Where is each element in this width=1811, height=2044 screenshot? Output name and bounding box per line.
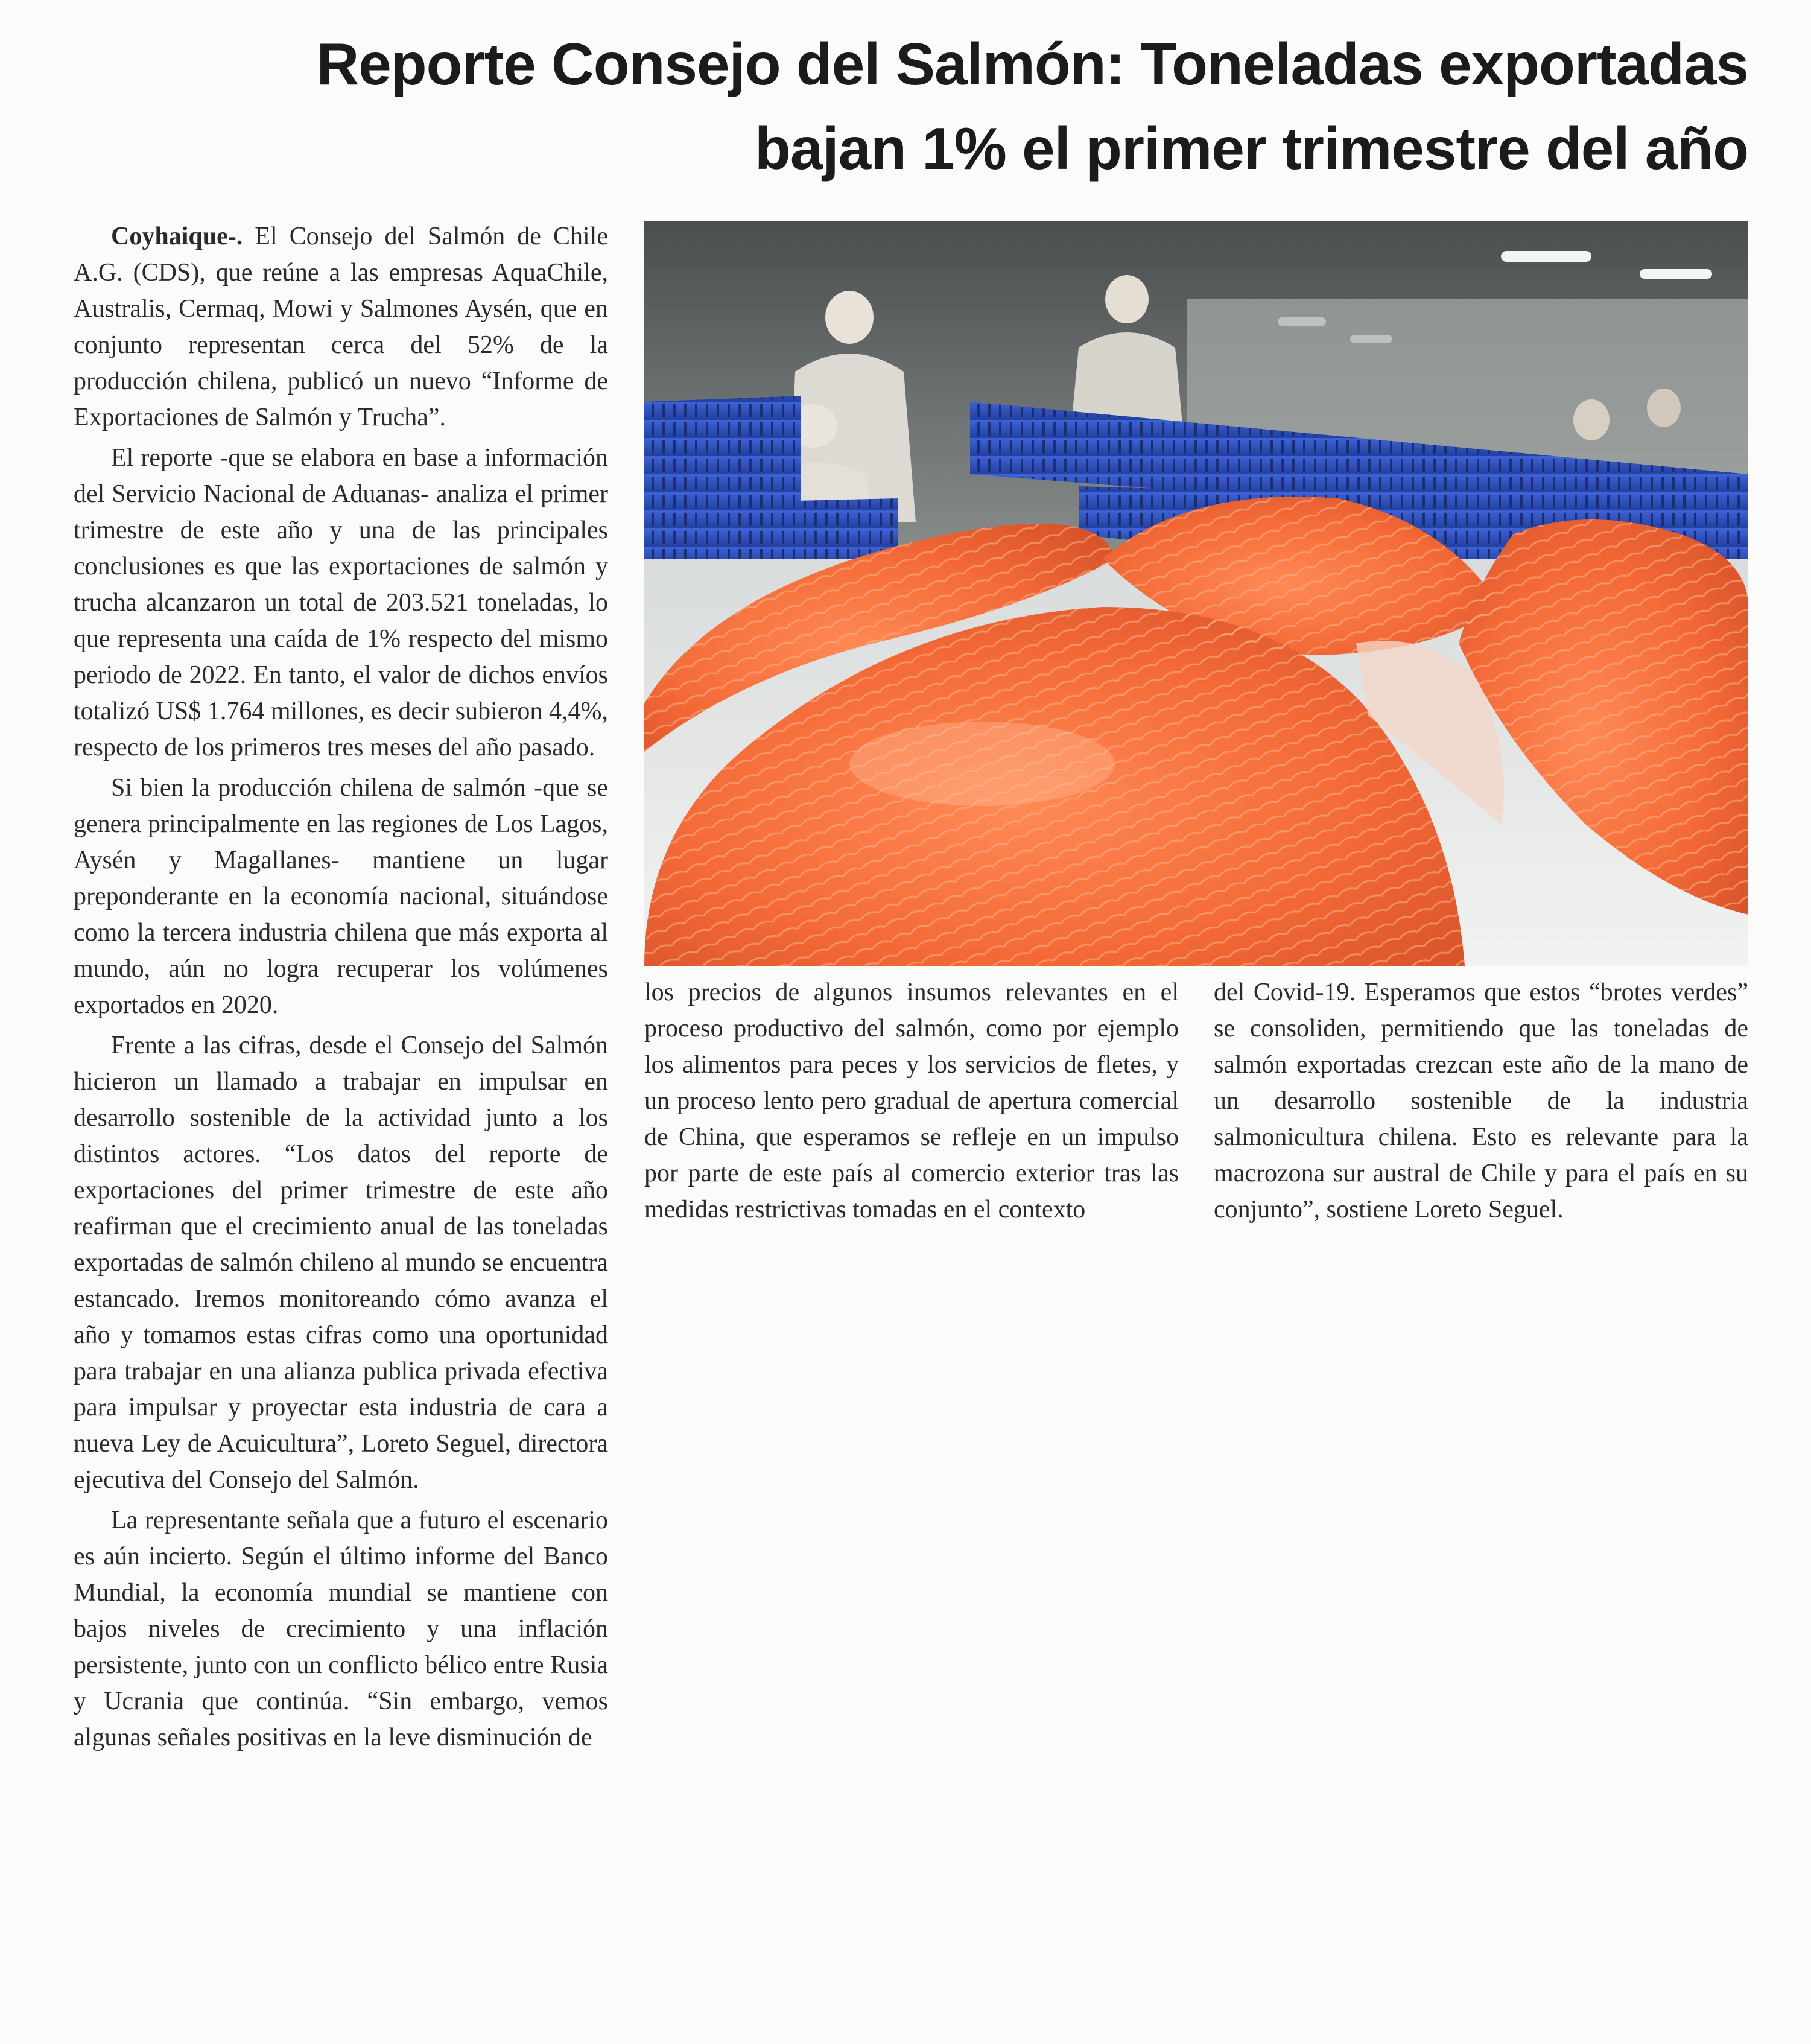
paragraph-3: Si bien la producción chilena de salmón -que se genera principalmente en las regiones de Los Lagos, Aysén y Magallanes- mantiene un lugar preponderante en la economía nacional, situándose como la tercera industria chilena que más exporta al mundo, aún no logra recuperar los volúmenes exportados en 2020. [74, 774, 608, 1019]
paragraph-5-continued: los precios de algunos insumos relevantes en el proceso productivo del salmón, como por ejemplo los alimentos para peces y los servicios de fletes, y un proceso lento pero gradual de apertura comercial de China, que esperamos se refleje en un impulso por parte de este país al comercio exterior tras las medidas restrictivas tomadas en el contexto [644, 979, 1179, 1224]
dateline: Coyhaique-. [111, 223, 243, 250]
paragraph-4: Frente a las cifras, desde el Consejo del Salmón hicieron un llamado a trabajar en impulsar en desarrollo sostenible de la actividad junto a los distintos actores. “Los datos del reporte de exportaciones del primer trimestre de este año reafirman que el crecimiento anual de las toneladas exportadas de salmón chileno al mundo se encuentra estancado. Iremos monitoreando cómo avanza el año y tomamos estas cifras como una oportunidad para trabajar en una alianza publica privada efectiva para impulsar y proyectar esta industria de cara a nueva Ley de Acuicultura”, Loreto Seguel, directora ejecutiva del Consejo del Salmón. [74, 1032, 608, 1494]
headline-line-1: Reporte Consejo del Salmón: Toneladas exportadas [316, 31, 1748, 97]
article-column-1 [74, 218, 608, 1760]
salmon-fillets-photo [644, 221, 1748, 966]
headline [121, 22, 1748, 191]
paragraph-1 [74, 218, 608, 436]
article-column-2 [644, 974, 1179, 1232]
paragraph-5-end: del Covid-19. Esperamos que estos “brotes verdes” se consoliden, permitiendo que las toneladas de salmón exportadas crezcan este año de la mano de un desarrollo sostenible de la industria salmonicultura chilena. Esto es relevante para la macrozona sur austral de Chile y para el país en su conjunto”, sostiene Loreto Seguel. [1214, 979, 1748, 1224]
paragraph-1-text: El Consejo del Salmón de Chile A.G. (CDS), que reúne a las empresas AquaChile, Australis, Cermaq, Mowi y Salmones Aysén, que en conjunto representan cerca del 52% de la producción chilena, publicó un nuevo “Informe de Exportaciones de Salmón y Trucha”. [74, 223, 608, 431]
paragraph-5: La representante señala que a futuro el escenario es aún incierto. Según el último informe del Banco Mundial, la economía mundial se mantiene con bajos niveles de crecimiento y una inflación persistente, junto con un conflicto bélico entre Rusia y Ucrania que continúa. “Sin embargo, vemos algunas señales positivas en la leve disminución de [74, 1506, 608, 1751]
paragraph-2: El reporte -que se elabora en base a información del Servicio Nacional de Aduanas- analiza el primer trimestre de este año y una de las principales conclusiones es que las exportaciones de salmón y trucha alcanzaron un total de 203.521 toneladas, lo que representa una caída de 1% respecto del mismo periodo de 2022. En tanto, el valor de dichos envíos totalizó US$ 1.764 millones, es decir subieron 4,4%, respecto de los primeros tres meses del año pasado. [74, 444, 608, 761]
headline-line-2: bajan 1% el primer trimestre del año [755, 115, 1748, 182]
article-column-3 [1214, 974, 1748, 1232]
